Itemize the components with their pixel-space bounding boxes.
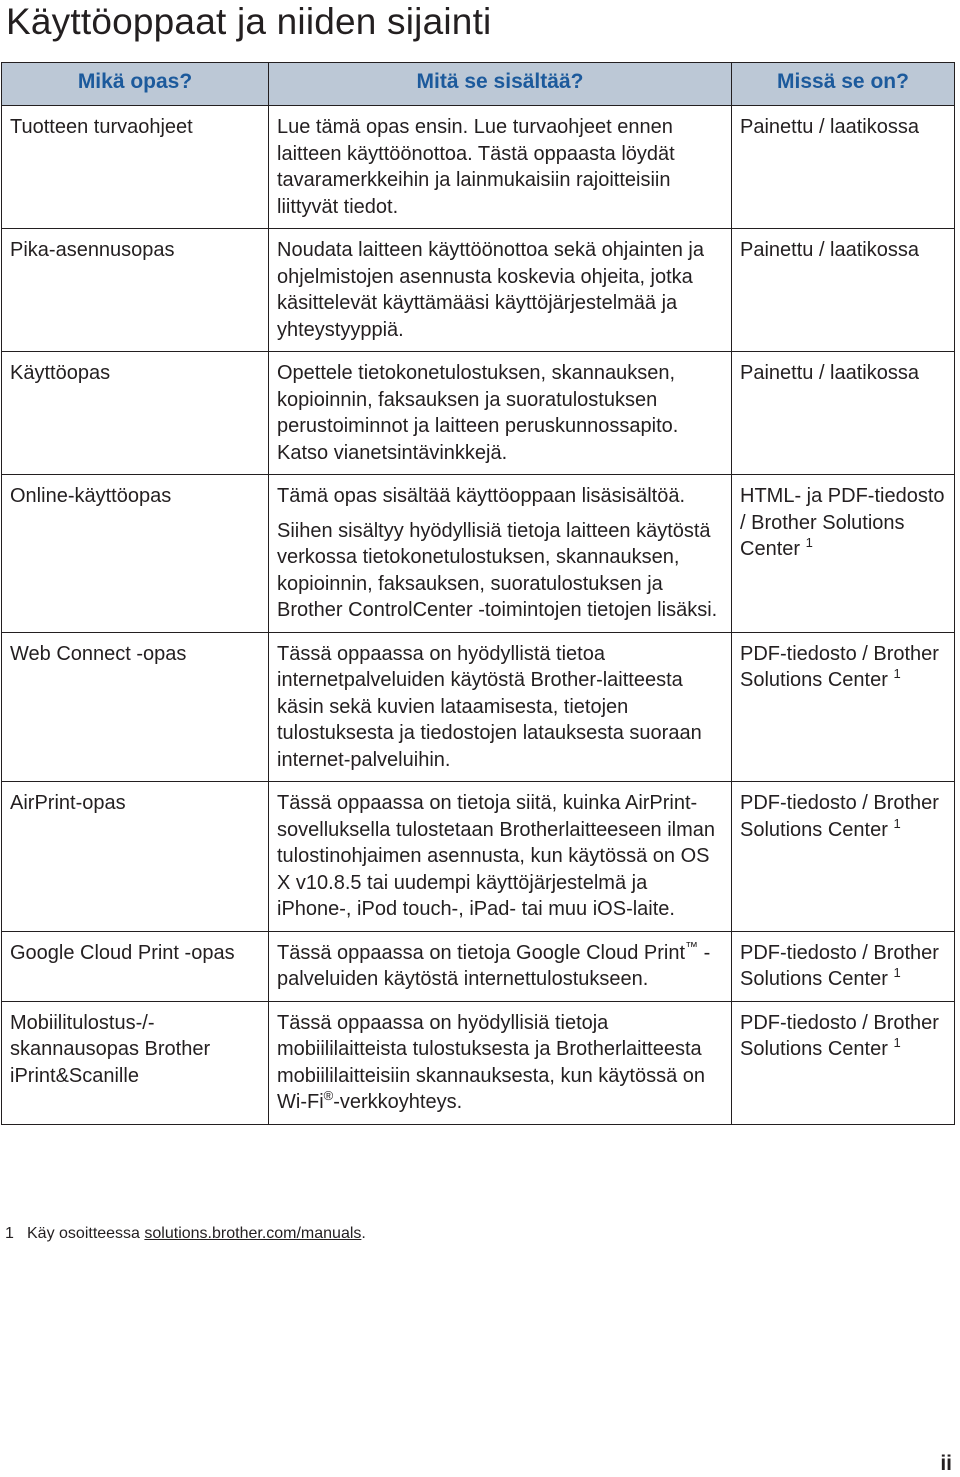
guide-location: Painettu / laatikossa [732,106,955,229]
guide-name: Web Connect -opas [2,632,269,782]
guide-content-cell [269,931,732,1001]
trademark-mark: ™ [685,938,699,954]
guide-name: Mobiilitulostus-/-skannausopas Brother iPrint&Scanille [2,1001,269,1124]
page-number: ii [940,1452,952,1475]
footnote-ref: 1 [893,666,901,681]
table-row [2,229,955,352]
guide-content: Opettele tietokonetulostuksen, skannauksen, kopioinnin, faksauksen ja suoratulostuksen perustoiminnot ja laitteen peruskunnossapito. Katso vianetsintävinkkejä. [269,352,732,475]
guide-content-cont: -palveluiden käytöstä internettulostukseen. [277,941,711,990]
guide-content-cell [269,1001,732,1124]
guide-content: Lue tämä opas ensin. Lue turvaohjeet ennen laitteen käyttöönottoa. Tästä oppaasta löydät tavaramerkkeihin ja lainmukaisiin rajoitteisiin liittyvät tiedot. [269,106,732,229]
guide-location: HTML- ja PDF-tiedosto / Brother Solutions Center [740,485,945,560]
guide-location: PDF-tiedosto / Brother Solutions Center [740,941,939,990]
footnote [5,1224,366,1244]
guide-location-cell [732,931,955,1001]
guide-name: Online-käyttöopas [2,475,269,633]
guide-content: Tämä opas sisältää käyttöoppaan lisäsisältöä. [277,485,686,507]
table-row [2,352,955,475]
guide-content: Tässä oppaassa on tietoja siitä, kuinka AirPrint-sovelluksella tulostetaan Brotherlaitteeseen ilman tulostinohjaimen asennusta, kun käytössä on OS X v10.8.5 tai uudempi käyttöjärjestelmä ja iPhone-, iPod touch-, iPad- tai muu iOS-laite. [269,782,732,932]
guide-location-cell [732,782,955,932]
guide-name: Google Cloud Print -opas [2,931,269,1001]
guide-content-extra: Siihen sisältyy hyödyllisiä tietoja laitteen käytöstä verkossa tietokonetulostuksen, skannauksen, kopioinnin, faksauksen, suoratulostuksen ja Brother ControlCenter -toimintojen tietojen lisäksi. [277,519,718,621]
footnote-ref: 1 [893,965,901,980]
guide-name: AirPrint-opas [2,782,269,932]
registered-mark: ® [323,1088,334,1103]
table-header-row [2,63,955,106]
table-row [2,632,955,782]
guide-content: Tässä oppaassa on hyödyllisiä tietoja mobiililaitteista tulostuksesta ja Brotherlaitteesta mobiililaitteisiin skannauksesta, kun käytössä on Wi-Fi [277,1011,705,1113]
footnote-ref: 1 [893,815,901,831]
guide-content: Noudata laitteen käyttöönottoa sekä ohjainten ja ohjelmistojen asennusta koskevia ohjeita, jotka käsittelevät käyttämääsi käyttöjärjestelmää ja yhteystyyppiä. [269,229,732,352]
footnote-text: Käy osoitteessa [27,1225,145,1242]
guide-location: PDF-tiedosto / Brother Solutions Center [740,792,939,841]
footnote-text-end: . [361,1225,366,1242]
table-row [2,782,955,932]
footnote-link[interactable]: solutions.brother.com/manuals [144,1225,362,1242]
guide-content-cell [269,475,732,633]
table-row [2,1001,955,1124]
guide-location: Painettu / laatikossa [732,352,955,475]
guide-name: Pika-asennusopas [2,229,269,352]
footnote-ref: 1 [893,1035,901,1050]
header-location: Missä se on? [732,63,955,106]
guide-content: Tässä oppaassa on tietoja Google Cloud Print [277,941,686,964]
guides-table [1,62,955,1125]
footnote-ref: 1 [805,535,813,550]
table-row [2,106,955,229]
footnote-number: 1 [5,1225,14,1242]
guide-location-cell [732,632,955,782]
guide-location-cell [732,475,955,633]
guide-content: Tässä oppaassa on hyödyllistä tietoa internetpalveluiden käytöstä Brother-laitteesta käsin sekä kuvien lataamisesta, tietojen tulostuksesta ja tiedostojen latauksesta suoraan internet-palveluihin. [269,632,732,782]
guide-location-cell [732,1001,955,1124]
guide-name: Käyttöopas [2,352,269,475]
table-row [2,475,955,633]
table-row [2,931,955,1001]
header-content: Mitä se sisältää? [269,63,732,106]
guide-name: Tuotteen turvaohjeet [2,106,269,229]
header-guide: Mikä opas? [2,63,269,106]
guide-content-cont: -verkkoyhteys. [333,1091,463,1113]
page-title: Käyttöoppaat ja niiden sijainti [6,1,492,42]
guide-location: Painettu / laatikossa [732,229,955,352]
guide-location: PDF-tiedosto / Brother Solutions Center [740,642,939,691]
guide-location: PDF-tiedosto / Brother Solutions Center [740,1011,939,1060]
